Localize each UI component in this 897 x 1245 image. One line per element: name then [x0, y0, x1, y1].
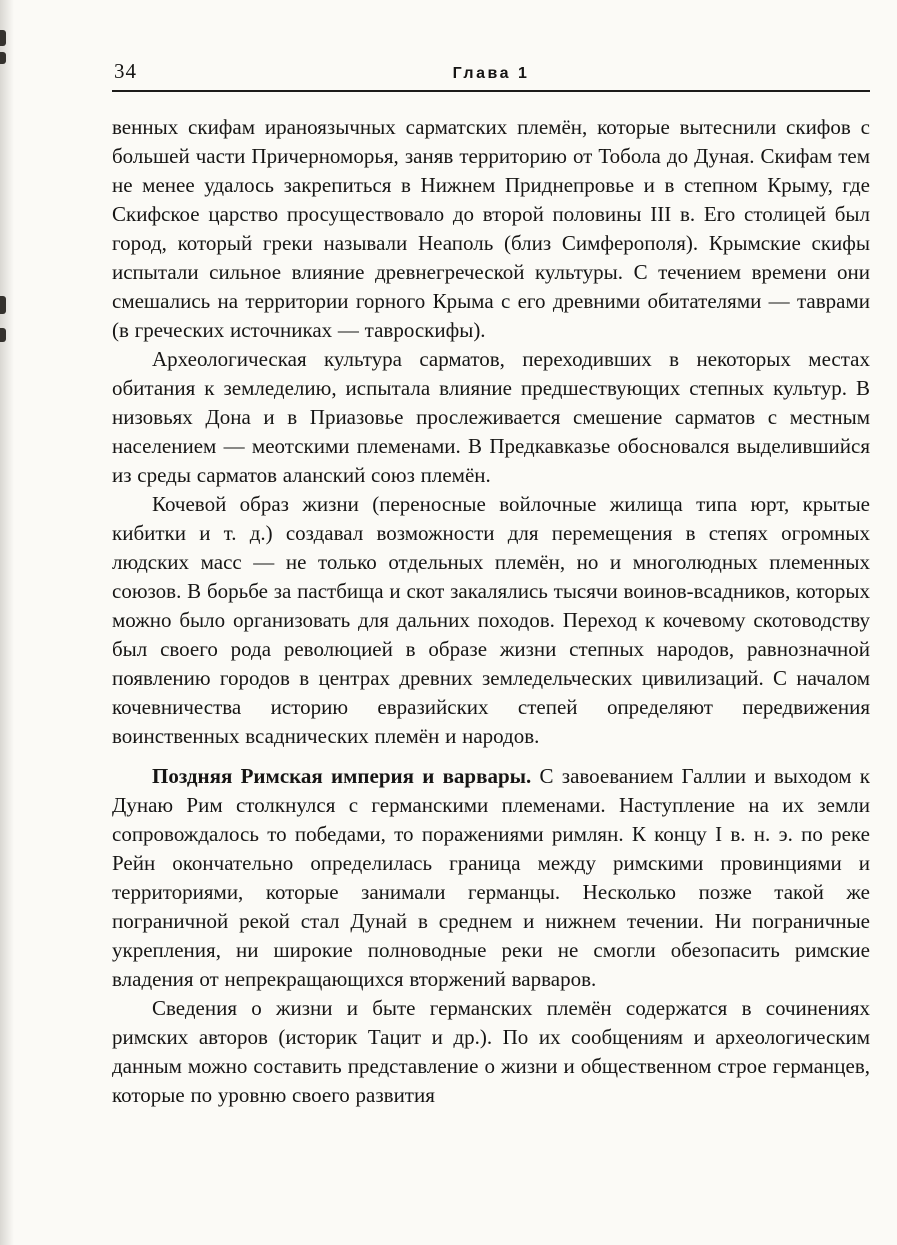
paragraph: [112, 345, 870, 490]
paragraph: [112, 490, 870, 751]
paragraph-text: Сведения о жизни и быте германских племён содержатся в сочинениях римских авторов (историк Тацит и др.). По их сообщениям и археологическим данным можно составить представление о жизни и общественном строе германцев, которые по уровню своего развития: [112, 996, 870, 1107]
page-number: 34: [114, 59, 137, 83]
running-head: [112, 60, 870, 92]
paragraph: [112, 113, 870, 345]
paragraph-text: венных скифам ираноязычных сарматских племён, которые вытеснили скифов с большей части Причерноморья, заняв территорию от Тобола до Дуная. Скифам тем не менее удалось закрепиться в Нижнем Приднепровье и в степном Крыму, где Скифское царство просуществовало до второй половины III в. Его столицей был город, который греки называли Неаполь (близ Симферополя). Крымские скифы испытали сильное влияние древнегреческой культуры. С течением времени они смешались на территории горного Крыма с его древними обитателями — таврами (в греческих источниках — тавроскифы).: [112, 115, 870, 342]
chapter-header: Глава 1: [452, 65, 530, 82]
paragraph-text: Археологическая культура сарматов, переходивших в некоторых местах обитания к земледелию, испытала влияние предшествующих степных культур. В низовьях Дона и в Приазовье прослеживается смешение сарматов с местным населением — меотскими племенами. В Предкавказье обосновался выделившийся из среды сарматов аланский союз племён.: [112, 347, 870, 487]
paragraph: [112, 994, 870, 1110]
paragraph-lead-bold: Поздняя Римская империя и варвары.: [152, 764, 532, 788]
page-body: [112, 113, 870, 1110]
paragraph: [112, 762, 870, 994]
scan-mark: [0, 328, 6, 342]
scan-mark: [0, 296, 6, 314]
scan-mark: [0, 30, 6, 46]
paragraph-text: С завоеванием Галлии и выходом к Дунаю Рим столкнулся с германскими племенами. Наступление на их земли сопровождалось то победами, то поражениями римлян. К концу I в. н. э. по реке Рейн окончательно определилась граница между римскими провинциями и территориями, которые занимали германцы. Несколько позже такой же пограничной рекой стал Дунай в среднем и нижнем течении. Ни пограничные укрепления, ни широкие полноводные реки не смогли обезопасить римские владения от непрекращающихся вторжений варваров.: [112, 764, 870, 991]
scan-mark: [0, 52, 6, 64]
paragraph-text: Кочевой образ жизни (переносные войлочные жилища типа юрт, крытые кибитки и т. д.) создавал возможности для перемещения в степях огромных людских масс — не только отдельных племён, но и многолюдных племенных союзов. В борьбе за пастбища и скот закалялись тысячи воинов-всадников, которых можно было организовать для дальних походов. Переход к кочевому скотоводству был своего рода революцией в образе жизни степных народов, равнозначной появлению городов в центрах древних земледельческих цивилизаций. С началом кочевничества историю евразийских степей определяют передвижения воинственных всаднических племён и народов.: [112, 492, 870, 748]
